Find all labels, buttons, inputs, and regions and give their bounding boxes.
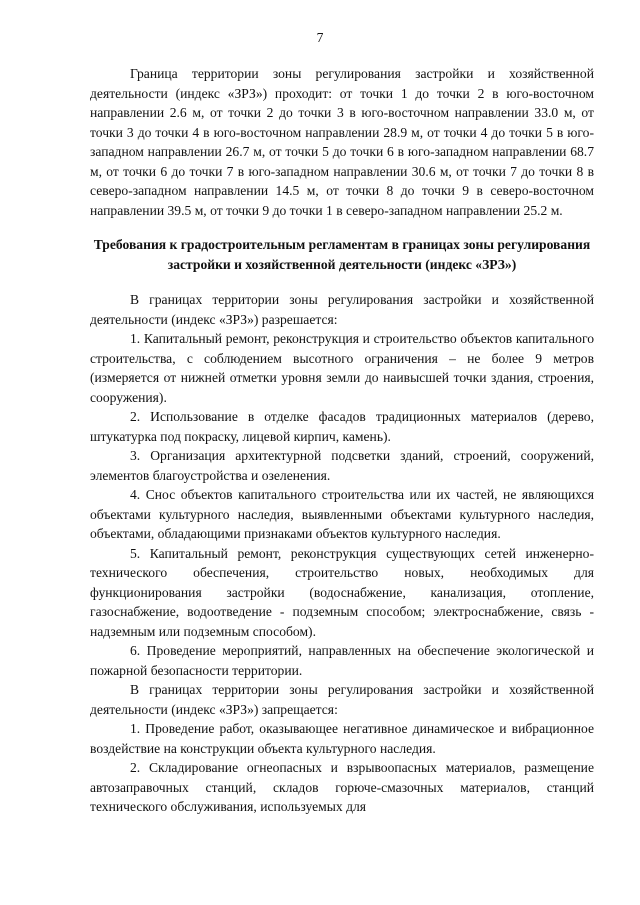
- section-heading: Требования к градостроительным регламентам в границах зоны регулирования застройки и хозяйственной деятельности (индекс «ЗРЗ»): [93, 237, 591, 272]
- allowed-item: 2. Использование в отделке фасадов традиционных материалов (дерево, штукатурка под покраску, лицевой кирпич, камень).: [90, 409, 594, 444]
- allowed-item: 4. Снос объектов капитального строительства или их частей, не являющихся объектами культурного наследия, выявленными объектами культурного наследия, объектами, обладающими признаками объектов культурного наследия.: [90, 487, 594, 541]
- prohibited-item: 2. Складирование огнеопасных и взрывоопасных материалов, размещение автозаправочных станций, складов горюче-смазочных материалов, станций технического обслуживания, используемых для: [90, 760, 594, 814]
- allowed-item: 5. Капитальный ремонт, реконструкция существующих сетей инженерно-технического обеспечения, строительство новых, необходимых для функционирования застройки (водоснабжение, канализация, отопление, газоснабжение, водоотведение - подземным способом; электроснабжение, связь - надземным или подземным способом).: [90, 545, 594, 639]
- allowed-item: 6. Проведение мероприятий, направленных на обеспечение экологической и пожарной безопасности территории.: [90, 643, 594, 678]
- prohibited-item: 1. Проведение работ, оказывающее негативное динамическое и вибрационное воздействие на конструкции объекта культурного наследия.: [90, 721, 594, 756]
- allowed-item: 3. Организация архитектурной подсветки зданий, строений, сооружений, элементов благоустройства и озеленения.: [90, 448, 594, 483]
- boundary-paragraph: Граница территории зоны регулирования застройки и хозяйственной деятельности (индекс «ЗРЗ») проходит: от точки 1 до точки 2 в юго-восточном направлении 2.6 м, от точки 2 до точки 3 в юго-восточном направлении 33.0 м, от точки 3 до точки 4 в юго-восточном направлении 28.9 м, от точки 4 до точки 5 в юго-западном направлении 26.7 м, от точки 5 до точки 6 в юго-западном направлении 68.7 м, от точки 6 до точки 7 в юго-западном направлении 30.6 м, от точки 7 до точки 8 в северо-западном направлении 14.5 м, от точки 8 до точки 9 в северо-восточном направлении 39.5 м, от точки 9 до точки 1 в северо-западном направлении 25.2 м.: [90, 66, 594, 218]
- page-number: 7: [316, 30, 324, 45]
- prohibited-intro: В границах территории зоны регулирования застройки и хозяйственной деятельности (индекс «ЗРЗ») запрещается:: [90, 682, 594, 717]
- allowed-intro: В границах территории зоны регулирования застройки и хозяйственной деятельности (индекс «ЗРЗ») разрешается:: [90, 292, 594, 327]
- document-body: [90, 64, 594, 817]
- allowed-item: 1. Капитальный ремонт, реконструкция и строительство объектов капитального строительства, с соблюдением высотного ограничения – не более 9 метров (измеряется от нижней отметки уровня земли до наивысшей точки здания, строения, сооружения).: [90, 331, 594, 405]
